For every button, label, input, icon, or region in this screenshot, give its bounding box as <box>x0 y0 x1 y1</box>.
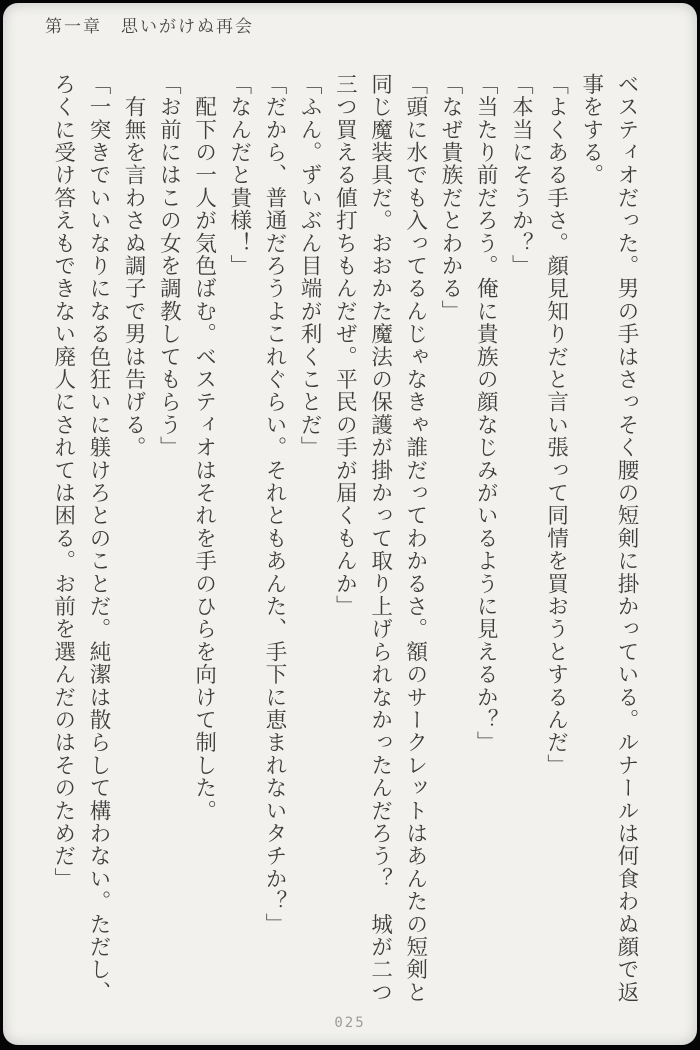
paragraph: 有無を言わさぬ調子で男は告げる。 <box>121 73 147 459</box>
book-page <box>3 3 697 1045</box>
paragraph: 「なんだと貴様！」 <box>226 73 252 278</box>
paragraph: 「お前にはこの女を調教してもらう」 <box>156 73 182 459</box>
paragraph: 「なぜ貴族だとわかる」 <box>437 73 463 323</box>
paragraph: 「よくある手さ。顔見知りだと言い張って同情を買おうとするんだ」 <box>543 73 569 777</box>
paragraph: 「一突きでいいなりになる色狂いに躾けろとのことだ。純潔は散らして構わない。ただし、ろくに受け答えもできない廃人にされては困る。お前を選んだのはそのためだ」 <box>50 73 111 1004</box>
paragraph: 「頭に水でも入ってるんじゃなきゃ誰だってわかるさ。額のサークレットはあんたの短剣と同じ魔装具だ。おおかた魔法の保護が掛かって取り上げられなかったんだろう？ 城が二つ三つ買える値打ちもんだぜ。平民の手が届くもんか」 <box>332 73 428 1004</box>
paragraph: 「当たり前だろう。俺に貴族の顔なじみがいるように見えるか？」 <box>473 73 499 754</box>
paragraph: 「本当にそうか？」 <box>508 73 534 278</box>
paragraph: 配下の一人が気色ばむ。ベスティオはそれを手のひらを向けて制した。 <box>191 73 217 823</box>
paragraph: 「だから、普通だろうよこれぐらい。それともあんた、手下に恵まれないタチか？」 <box>261 73 287 936</box>
main-text <box>42 73 644 1011</box>
chapter-header: 第一章 思いがけぬ再会 <box>45 17 254 37</box>
paragraph: ベスティオだった。男の手はさっそく腰の短剣に掛かっている。ルナールは何食わぬ顔で返事をする。 <box>578 73 639 1004</box>
paragraph: 「ふん。ずいぶん目端が利くことだ」 <box>297 73 323 459</box>
page-number: 025 <box>334 1015 366 1031</box>
